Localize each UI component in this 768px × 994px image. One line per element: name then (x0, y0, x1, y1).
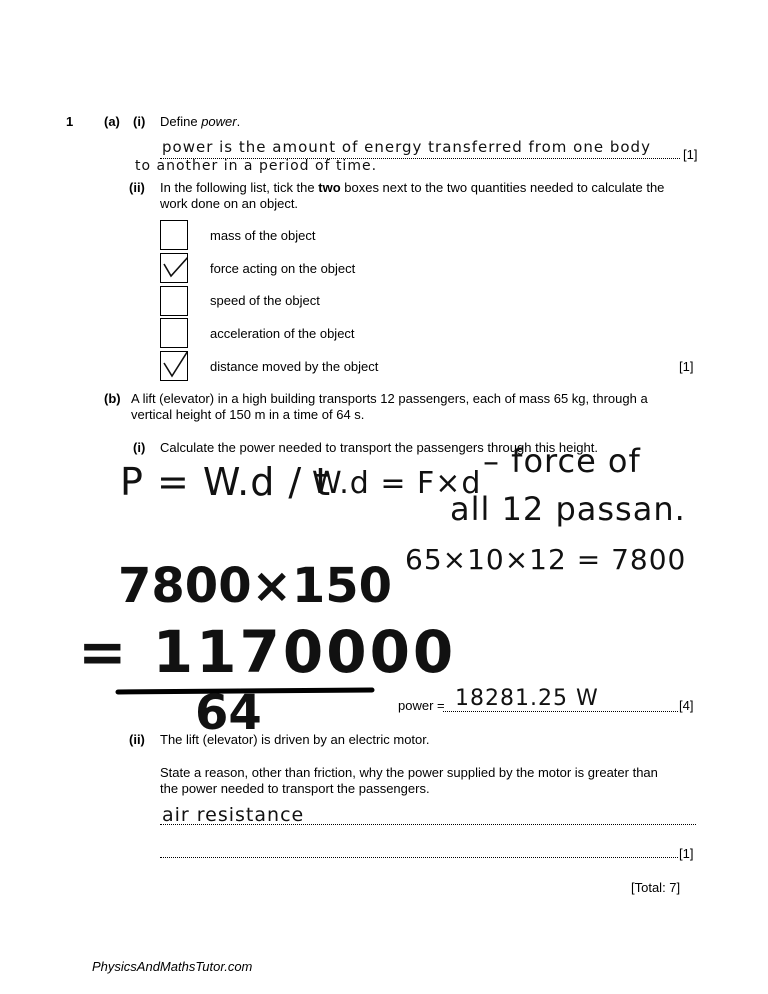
part-a-label: (a) (104, 114, 120, 129)
question-number: 1 (66, 114, 74, 129)
part-b-intro-line1: A lift (elevator) in a high building transports 12 passengers, each of mass 65 kg, through a (131, 391, 648, 406)
handwritten-arrow-note: W.d = F×d (312, 466, 482, 501)
handwritten-force-note-line1: – force of (483, 442, 641, 480)
handwritten-force-note-line2: all 12 passan. (450, 490, 686, 528)
marks-a-ii: [1] (679, 359, 694, 374)
part-b-i-label: (i) (133, 440, 146, 455)
option-acceleration-label: acceleration of the object (210, 326, 355, 341)
answer-line (160, 857, 678, 858)
option-mass-label: mass of the object (210, 228, 316, 243)
total-marks: [Total: 7] (631, 880, 681, 895)
handwritten-answer-b-ii: air resistance (162, 804, 305, 826)
handwritten-answer-a-i-line1: power is the amount of energy transferred from one body (162, 138, 651, 156)
part-a-ii-prompt: In the following list, tick the two boxes next to the two quantities needed to calculate the (160, 180, 665, 195)
option-force-label: force acting on the object (210, 261, 356, 276)
part-b-ii-prompt-line1: State a reason, other than friction, why the power supplied by the motor is greater than (160, 765, 658, 780)
handwritten-mass-calc: 65×10×12 = 7800 (405, 543, 687, 576)
marks-b-ii: [1] (679, 846, 694, 861)
part-a-ii-label: (ii) (129, 180, 145, 195)
answer-line (443, 711, 678, 712)
handwritten-formula: P = W.d / t (120, 460, 332, 504)
part-b-ii-label: (ii) (129, 732, 145, 747)
part-b-intro-line2: vertical height of 150 m in a time of 64 s. (131, 407, 365, 422)
part-a-i-prompt: Define power. (160, 114, 241, 129)
part-a-ii-prompt-line2: work done on an object. (160, 196, 299, 211)
handwritten-answer-a-i-line2: to another in a period of time. (135, 158, 378, 174)
handwritten-result: = 1170000 (78, 618, 457, 686)
marks-a-i: [1] (683, 147, 698, 162)
option-distance-label: distance moved by the object (210, 359, 379, 374)
handwritten-power-value: 18281.25 W (455, 686, 599, 711)
part-b-label: (b) (104, 391, 121, 406)
handwritten-divisor: 64 (195, 685, 262, 741)
handwritten-product: 7800×150 (118, 558, 393, 614)
part-b-ii-prompt-line2: the power needed to transport the passengers. (160, 781, 430, 796)
part-b-i-prompt: Calculate the power needed to transport the passengers through this height. (160, 440, 598, 455)
power-answer-label: power = (398, 698, 445, 713)
part-a-i-label: (i) (133, 114, 146, 129)
marks-b-i: [4] (679, 698, 694, 713)
footer-brand: PhysicsAndMathsTutor.com (92, 959, 253, 974)
option-speed-label: speed of the object (210, 293, 320, 308)
part-b-ii-line1: The lift (elevator) is driven by an electric motor. (160, 732, 430, 747)
